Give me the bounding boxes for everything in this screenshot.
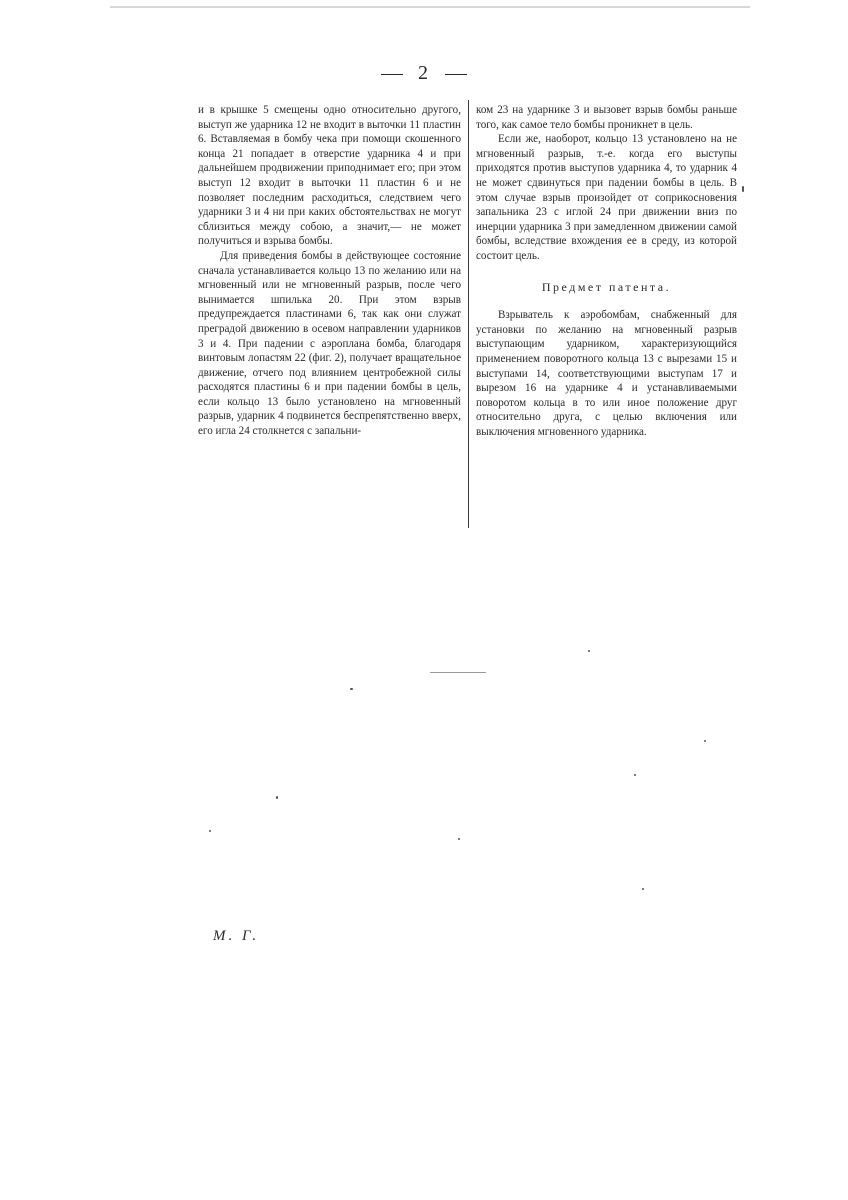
scan-speck [704, 740, 706, 742]
page-number-dash-left [381, 74, 403, 75]
right-paragraph-2: Если же, наоборот, кольцо 13 установлено на не мгновенный разрыв, т.-е. когда его выступы приходятся против выступов ударника 4, то ударник 4 не может сдвинуться при падении бомбы в цель. В этом случае взрыв произойдет от соприкосновения запальника 23 с иглой 24 при движении вниз по инерции ударника 3 при замедленном движении самой бомбы, вследствие вхождения ее в среду, из которой состоит цель. [476, 133, 737, 262]
scan-speck [350, 688, 353, 690]
scan-speck [276, 796, 278, 799]
claim-text: Взрыватель к аэробомбам, снабженный для установки по желанию на мгновенный разрыв выступающим ударником, характеризующийся применением поворотного кольца 13 с вырезами 15 и выступами 14, соответствующими выступам 17 и вырезом 16 на ударнике 4 и устанавливаемыми поворотом кольца в то или иное положение друг относительно друга, с целью включения или выключения мгновенного ударника. [476, 309, 737, 438]
end-rule [430, 672, 486, 673]
scan-speck [209, 830, 211, 832]
scan-speck [634, 774, 636, 776]
signature-initials: М. Г. [213, 928, 260, 944]
scan-speck [642, 888, 644, 890]
left-paragraph-1: и в крышке 5 смещены одно относительно другого, выступ же ударника 12 не входит в выточки 11 пластин 6. Вставляемая в бомбу чека при помощи скошенного конца 21 попадает в отверстие ударника 4 и при дальнейшем продвижении приподнимает его; при этом выступ 12 входит в выточки 11 пластин 6 и не позволяет последним расходиться, следствием чего ударники 3 и 4 ни при каких обстоятельствах не могут сблизиться между собою, а значит,— не может получиться и взрыва бомбы. [198, 104, 461, 248]
claims-heading: Предмет патента. [541, 279, 672, 294]
right-column [476, 103, 737, 439]
right-paragraph-1: ком 23 на ударнике 3 и вызовет взрыв бомбы раньше того, как самое тело бомбы проникнет в цель. [476, 104, 737, 131]
scan-speck [458, 838, 460, 840]
page-number-dash-right [445, 74, 467, 75]
page-number-text: 2 [418, 62, 430, 84]
page-number [0, 62, 848, 85]
column-divider [468, 100, 469, 528]
scan-speck [742, 186, 744, 192]
scan-edge [110, 6, 750, 8]
left-paragraph-2: Для приведения бомбы в действующее состояние сначала устанавливается кольцо 13 по желанию или на мгновенный или не мгновенный разрыв, после чего вынимается шпилька 20. При этом взрыв предупреждается пластинами 6, так как они служат преградой движению в осевом направлении ударников 3 и 4. При падении с аэроплана бомба, благодаря винтовым лопастям 22 (фиг. 2), получает вращательное движение, отчего под влиянием центробежной силы расходятся пластины 6 и при падении бомбы в цель, если кольцо 13 было установлено на мгновенный разрыв, ударник 4 подвинется беспрепятственно вверх, его игла 24 столкнется с запальни- [198, 249, 461, 438]
left-column [198, 103, 461, 439]
scan-speck [588, 650, 590, 652]
